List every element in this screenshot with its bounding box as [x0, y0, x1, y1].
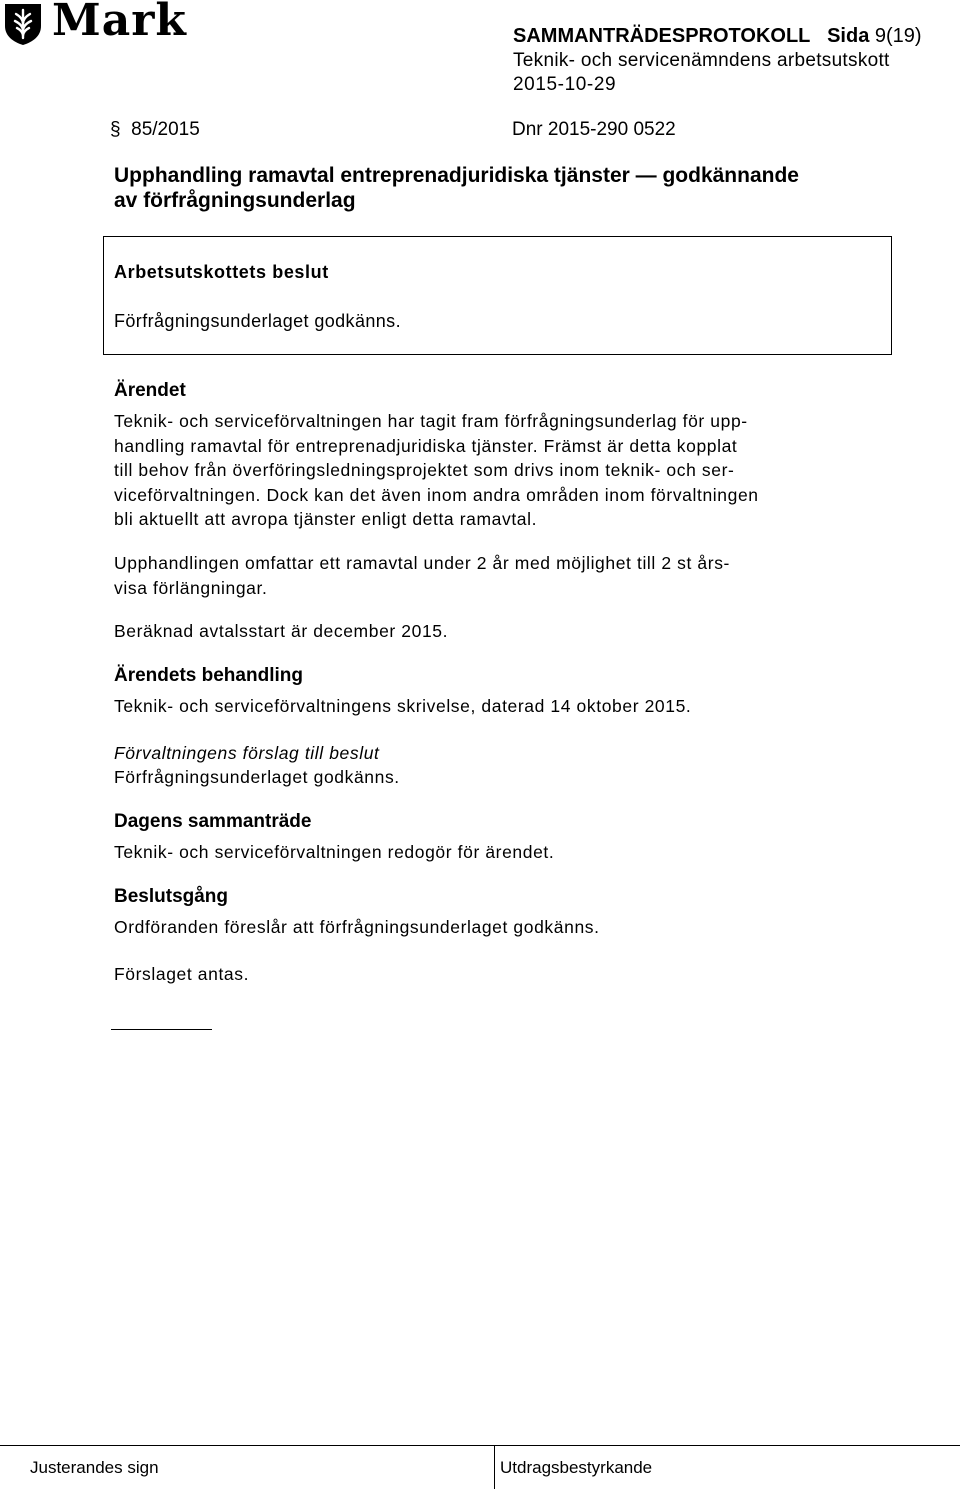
- footer-divider: [494, 1445, 495, 1489]
- document-type: SAMMANTRÄDESPROTOKOLL: [513, 25, 811, 47]
- proposal-heading: Förvaltningens förslag till beslut: [114, 743, 380, 763]
- beslutsgang-text: Ordföranden föreslår att förfrågningsunderlaget godkänns.: [114, 917, 600, 937]
- dagens-text: Teknik- och serviceförvaltningen redogör för ärendet.: [114, 842, 555, 862]
- meeting-date: 2015-10-29: [513, 74, 617, 95]
- committee-name: Teknik- och servicenämndens arbetsutskott: [513, 50, 890, 71]
- section-heading-beslutsgang: Beslutsgång: [114, 886, 229, 907]
- item-title-line-2: av förfrågningsunderlag: [114, 189, 356, 212]
- decision-text: Förfrågningsunderlaget godkänns.: [114, 311, 401, 331]
- section-symbol: §: [110, 119, 121, 140]
- body-line: handling ramavtal för entreprenadjuridiska tjänster. Främst är detta kopplat: [114, 435, 738, 456]
- body-line: bli aktuellt att avropa tjänster enligt detta ramavtal.: [114, 509, 538, 529]
- diary-number: Dnr 2015-290 0522: [512, 119, 676, 140]
- page-label: Sida: [827, 25, 870, 47]
- municipality-shield-logo: [3, 2, 43, 46]
- footer-utdragsbestyrkande: Utdragsbestyrkande: [500, 1458, 653, 1477]
- proposal-text: Förfrågningsunderlaget godkänns.: [114, 767, 400, 787]
- item-title-line-1: Upphandling ramavtal entreprenadjuridiska tjänster — godkännande: [114, 164, 799, 187]
- decision-heading: Arbetsutskottets beslut: [114, 262, 329, 282]
- beslutsgang-result: Förslaget antas.: [114, 964, 250, 984]
- section-heading-dagens: Dagens sammanträde: [114, 811, 312, 832]
- page-number: 9(19): [874, 25, 922, 47]
- behandling-text: Teknik- och serviceförvaltningens skrivelse, daterad 14 oktober 2015.: [114, 696, 692, 716]
- logo-wordmark: Mark: [52, 0, 187, 46]
- end-rule: [111, 1029, 212, 1030]
- footer-justerandes-sign: Justerandes sign: [30, 1458, 159, 1477]
- section-heading-arendet: Ärendet: [114, 380, 186, 401]
- paragraph-number: [110, 117, 200, 143]
- body-line: till behov från överföringsledningsprojektet som drivs inom teknik- och ser-: [114, 460, 735, 480]
- arendet-body: [114, 409, 894, 532]
- body-line: Teknik- och serviceförvaltningen har tagit fram förfrågningsunderlag för upp-: [114, 411, 748, 431]
- paragraph-id: 85/2015: [131, 119, 200, 140]
- body-line: visa förlängningar.: [114, 577, 268, 598]
- arendet-paragraph-3: Beräknad avtalsstart är december 2015.: [114, 621, 449, 641]
- decision-box: [103, 236, 892, 355]
- item-title: [114, 163, 914, 213]
- footer-rule: [0, 1445, 960, 1446]
- document-header: [513, 24, 922, 48]
- body-line: viceförvaltningen. Dock kan det även inom andra områden inom förvaltningen: [114, 484, 759, 505]
- arendet-paragraph-2: [114, 551, 894, 600]
- body-line: Upphandlingen omfattar ett ramavtal under 2 år med möjlighet till 2 st års-: [114, 553, 730, 573]
- section-heading-behandling: Ärendets behandling: [114, 665, 303, 686]
